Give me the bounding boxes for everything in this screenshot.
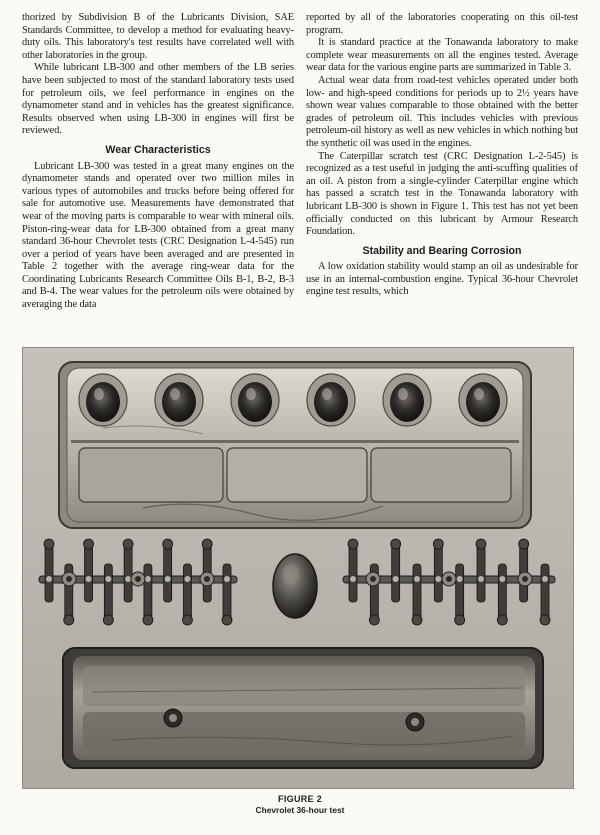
- figure-photo: [22, 347, 574, 789]
- figure-caption: Chevrolet 36-hour test: [255, 805, 345, 815]
- oil-pan-part: [63, 648, 543, 768]
- text-column-right: [306, 12, 578, 299]
- paragraph: A low oxidation stability would stamp an oil as undesirable for use in an internal-combustion engine. Typical 36-hour Chevrolet engine test results, which: [306, 261, 578, 298]
- section-heading: Stability and Bearing Corrosion: [362, 244, 522, 257]
- paragraph: Actual wear data from road-test vehicles operated under both low- and high-speed conditions for periods up to 2½ years have shown wear values comparable to those obtained with the better grades of petroleum oil. This includes vehicles with previous petroleum-oil history as well as new vehicles in which nothing but the synthetic oil was used in the engines.: [306, 74, 578, 149]
- valve-cover-part: [59, 362, 531, 528]
- paragraph: Lubricant LB-300 was tested in a great many engines on the dynamometer stands and operated over two million miles in various types of automobiles and trucks before being offered for sale for automotive use. Measurements have demonstrated that wear of the moving parts is comparable to wear with mineral oils. Piston-ring-wear data for LB-300 obtained from a great many standard 36-hour Chevrolet tests (CRC Designation L-4-545) run over a period of years have been averaged and are presented in Table 2 together with the average ring-wear data for the Coordinating Lubricants Research Committee Oils B-1, B-2, B-3 and B-4. The wear values for the petroleum oils were obtained by averaging the data: [22, 160, 294, 311]
- paragraph: It is standard practice at the Tonawanda laboratory to make complete wear measurements on all the engines tested. Average wear data for the various engine parts are summarized in Table 3.: [306, 37, 578, 74]
- paragraph: The Caterpillar scratch test (CRC Designation L-2-545) is recognized as a test useful in judging the anti-scuffing qualities of an oil. A piston from a single-cylinder Caterpillar engine which has passed a scratch test in the Tonawanda laboratory with lubricant LB-300 is shown in Figure 1. This test has not yet been officially conducted on this lubricant by Armour Research Foundation.: [306, 150, 578, 238]
- paragraph: thorized by Subdivision B of the Lubricants Division, SAE Standards Committee, to develop a method for evaluating heavy-duty oils. This laboratory's test results have correlated well with other laboratories in the group.: [22, 12, 294, 61]
- section-heading: Wear Characteristics: [105, 143, 211, 156]
- paragraph: While lubricant LB-300 and other members of the LB series have been subjected to most of the standard laboratory tests used for petroleum oils, we feel performance in engines on the dynamometer stand and in vehicles has the greatest significance. Results observed when using LB-300 in engines will first be reviewed.: [22, 62, 294, 137]
- figure-label: FIGURE 2: [278, 794, 322, 804]
- text-column-left: [22, 12, 294, 312]
- paragraph: reported by all of the laboratories cooperating on this oil-test program.: [306, 12, 578, 36]
- center-cap-part: [273, 554, 317, 618]
